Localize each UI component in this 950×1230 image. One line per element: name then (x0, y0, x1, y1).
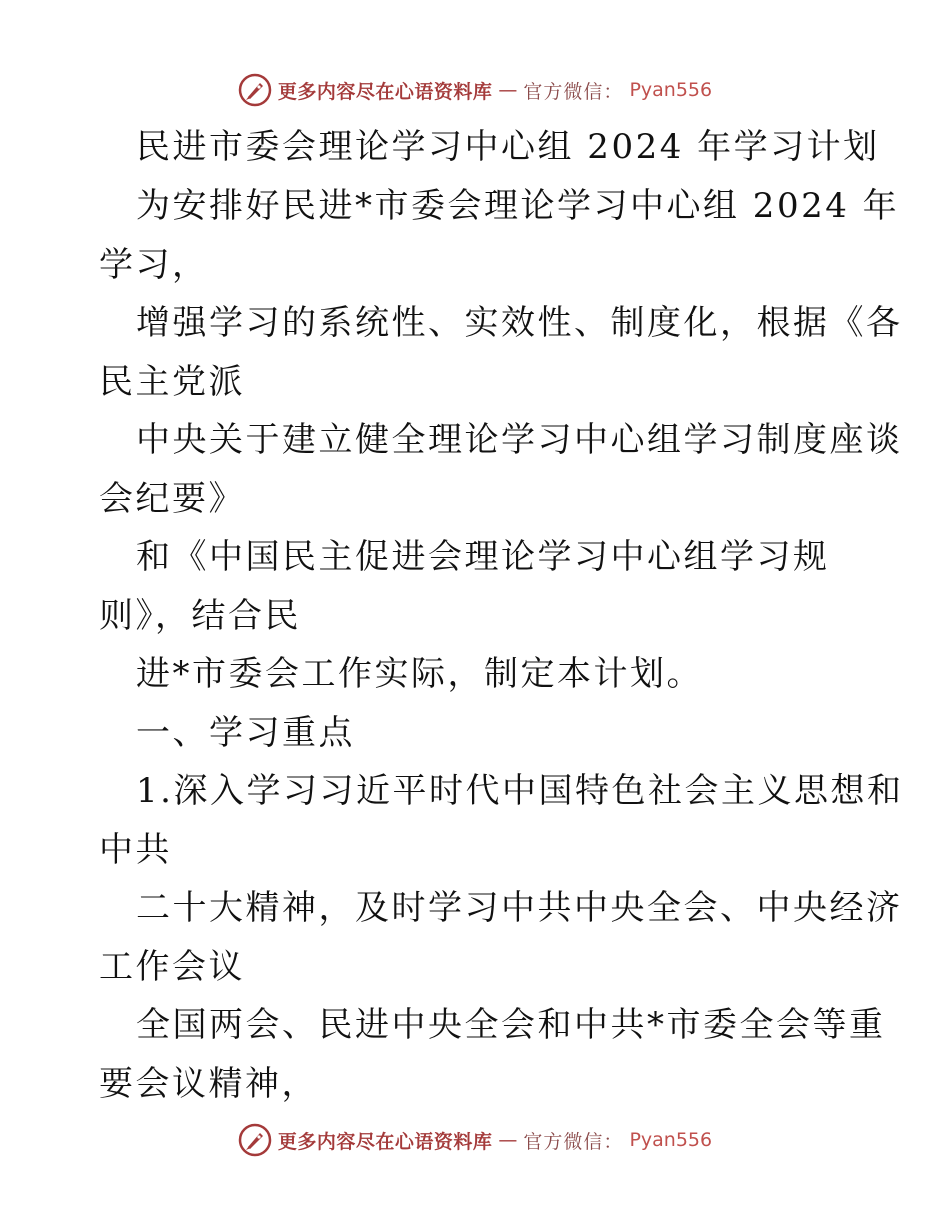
document-title: 民进市委会理论学习中心组 2024 年学习计划 (136, 127, 880, 167)
paragraph-line: 中央关于建立健全理论学习中心组学习制度座谈 (136, 420, 903, 460)
list-item-line: 中共 (99, 830, 172, 870)
section-heading: 一、学习重点 (136, 713, 355, 753)
paragraph-line: 进*市委会工作实际，制定本计划。 (136, 654, 703, 694)
paragraph-line: 会纪要》 (99, 479, 245, 519)
paragraph-line: 则》，结合民 (99, 596, 301, 636)
footer-watermark (0, 1120, 950, 1160)
watermark-site-name: 更多内容尽在心语资料库 (277, 80, 493, 103)
paragraph-line: 二十大精神，及时学习中共中央全会、中央经济 (136, 888, 903, 928)
paragraph-line: 要会议精神， (99, 1064, 318, 1104)
paragraph-line: 增强学习的系统性、实效性、制度化，根据《各 (136, 303, 903, 343)
list-item-line: 1.深入学习习近平时代中国特色社会主义思想和 (136, 771, 904, 811)
watermark-wechat-label: 官方微信： (523, 80, 624, 103)
watermark-wechat-id: Pyan556 (629, 1129, 713, 1151)
paragraph-line: 工作会议 (99, 947, 245, 987)
watermark-site-name: 更多内容尽在心语资料库 (277, 1130, 493, 1153)
paragraph-line: 全国两会、民进中央全会和中共*市委全会等重 (136, 1005, 886, 1045)
paragraph-line: 学习， (99, 245, 209, 285)
pen-nib-logo-icon (238, 1123, 272, 1157)
paragraph-line: 民主党派 (99, 362, 245, 402)
paragraph-line: 和《中国民主促进会理论学习中心组学习规 (136, 537, 830, 577)
watermark-dash: — (498, 79, 518, 101)
paragraph-line: 为安排好民进*市委会理论学习中心组 2024 年 (136, 186, 900, 226)
watermark-wechat-id: Pyan556 (629, 79, 713, 101)
watermark-dash: — (498, 1129, 518, 1151)
watermark-wechat-label: 官方微信： (523, 1130, 624, 1153)
